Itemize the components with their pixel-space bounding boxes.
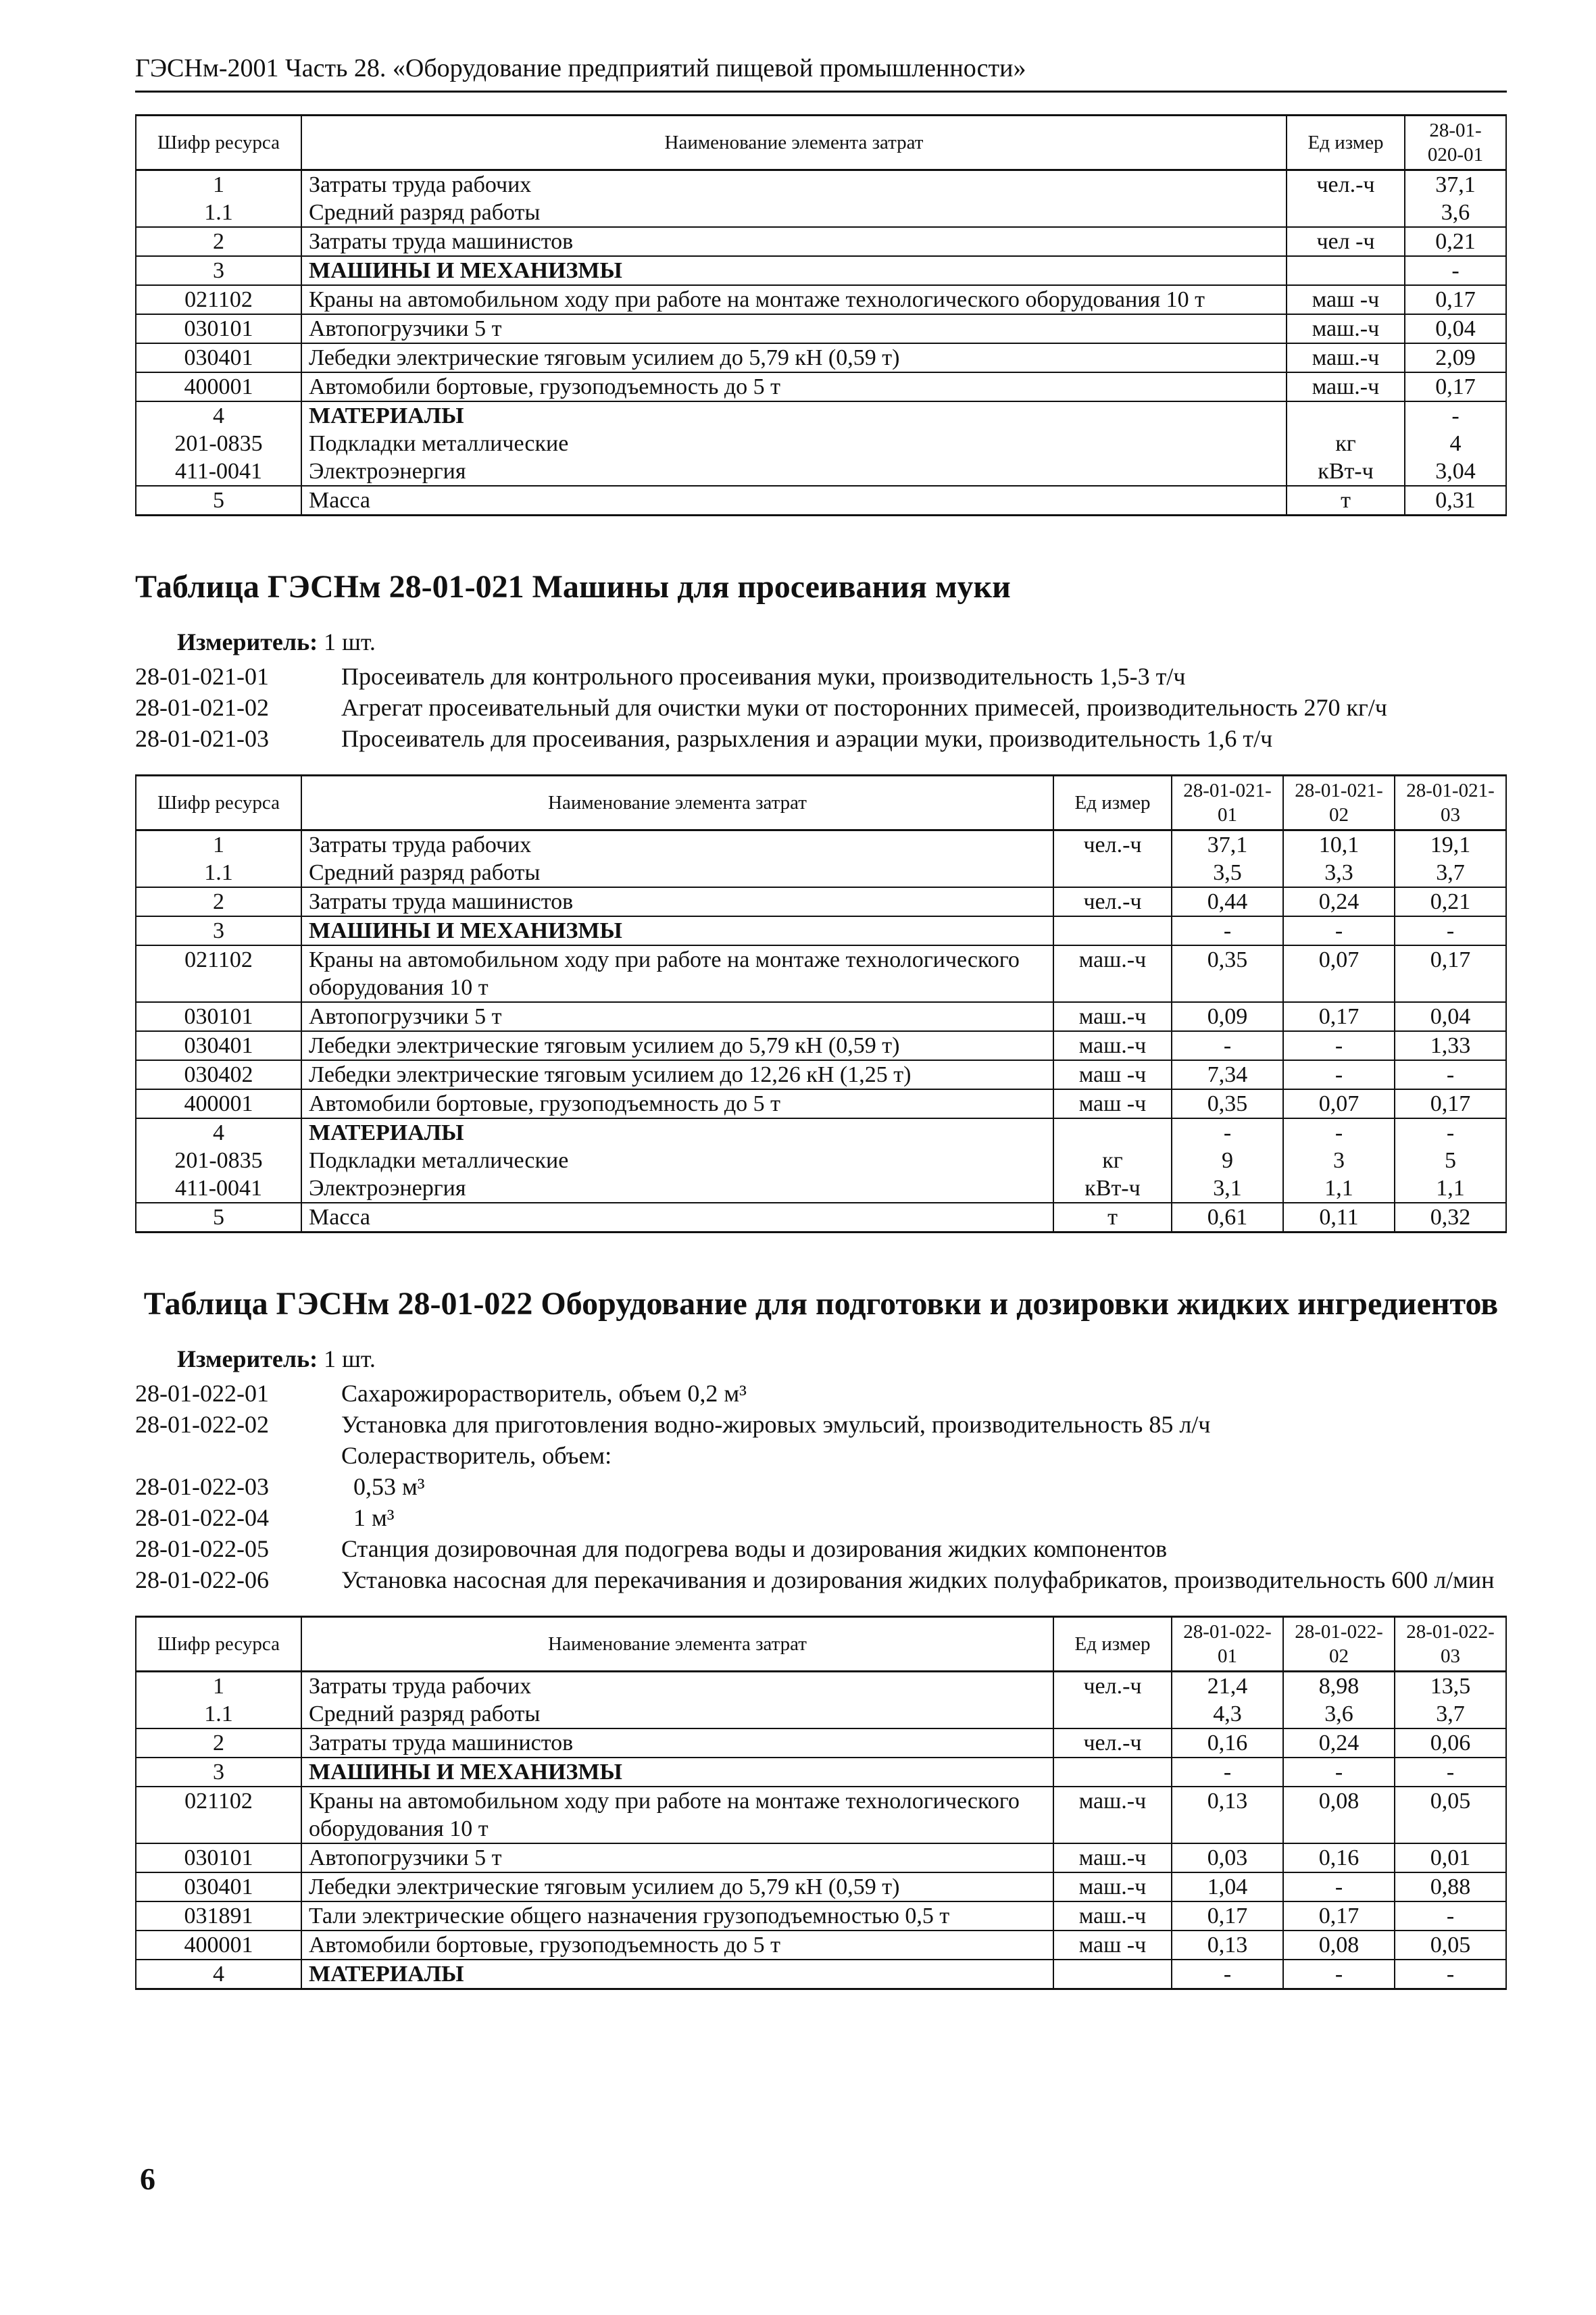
- value-cell: 5: [1395, 1147, 1506, 1174]
- value-cell: 0,16: [1283, 1843, 1395, 1872]
- resource-name: Затраты труда машинистов: [301, 887, 1053, 916]
- resource-name: Лебедки электрические тяговым усилием до 12,26 кН (1,25 т): [301, 1060, 1053, 1089]
- value-cell: 0,05: [1395, 1787, 1506, 1843]
- resource-code: 400001: [136, 1931, 301, 1960]
- value-cell: 0,16: [1172, 1728, 1283, 1758]
- table-row: [136, 486, 1506, 516]
- variant-code: 28-01-021-03: [135, 725, 269, 752]
- col-header-name: Наименование элемента затрат: [301, 116, 1287, 170]
- value-cell: 0,17: [1395, 1089, 1506, 1118]
- resource-code: 1.1: [136, 199, 301, 227]
- value-cell: 0,04: [1405, 314, 1506, 343]
- variant-code: 28-01-022-02: [135, 1411, 269, 1438]
- variant-item: [135, 692, 1507, 723]
- resource-name: Автопогрузчики 5 т: [301, 1843, 1053, 1872]
- variant-code: 28-01-022-04: [135, 1504, 269, 1531]
- resource-name: Масса: [301, 486, 1287, 516]
- resource-code: 400001: [136, 372, 301, 401]
- resource-code: 5: [136, 486, 301, 516]
- table-row: [136, 830, 1506, 860]
- table-row: [136, 430, 1506, 457]
- value-cell: 0,08: [1283, 1931, 1395, 1960]
- col-header-unit: Ед измер: [1287, 116, 1405, 170]
- unit-cell: кг: [1053, 1147, 1172, 1174]
- value-cell: 37,1: [1405, 170, 1506, 199]
- col-header-code: Шифр ресурса: [136, 776, 301, 830]
- resource-name: Средний разряд работы: [301, 199, 1287, 227]
- unit-cell: маш.-ч: [1053, 1872, 1172, 1901]
- value-cell: -: [1283, 916, 1395, 945]
- resource-name: Затраты труда рабочих: [301, 1672, 1053, 1701]
- table-row: [136, 945, 1506, 1002]
- col-header-code: Шифр ресурса: [136, 116, 301, 170]
- value-cell: 0,09: [1172, 1002, 1283, 1031]
- variant-code: 28-01-021-01: [135, 663, 269, 690]
- variant-code: 28-01-022-01: [135, 1380, 269, 1407]
- meter-value: 1 шт.: [324, 628, 376, 655]
- unit-cell: [1053, 1118, 1172, 1147]
- variant-text: Агрегат просеивательный для очистки муки от посторонних примесей, производительность 270 кг/ч: [341, 694, 1387, 721]
- unit-cell: [1053, 916, 1172, 945]
- unit-cell: т: [1287, 486, 1405, 516]
- resource-code: 021102: [136, 1787, 301, 1843]
- value-cell: -: [1283, 1060, 1395, 1089]
- value-cell: 0,07: [1283, 1089, 1395, 1118]
- table-row: [136, 887, 1506, 916]
- value-cell: 0,35: [1172, 1089, 1283, 1118]
- variant-item: [135, 1564, 1507, 1595]
- resource-name: МАТЕРИАЛЫ: [301, 401, 1287, 430]
- resource-name: Электроэнергия: [301, 457, 1287, 486]
- resource-code: 1: [136, 1672, 301, 1701]
- col-header-name: Наименование элемента затрат: [301, 1617, 1053, 1672]
- variant-code: 28-01-021-02: [135, 694, 269, 721]
- table-row: [136, 1787, 1506, 1843]
- variant-item: [135, 1533, 1507, 1564]
- table-row: [136, 916, 1506, 945]
- col-header-norm: 28-01-021-01: [1172, 776, 1283, 830]
- unit-cell: [1053, 859, 1172, 887]
- variant-code: 28-01-022-03: [135, 1473, 269, 1500]
- variant-text: Установка насосная для перекачивания и дозирования жидких полуфабрикатов, производительность 600 л/мин: [341, 1566, 1495, 1593]
- value-cell: 3: [1283, 1147, 1395, 1174]
- resource-code: 030401: [136, 1031, 301, 1060]
- value-cell: 0,88: [1395, 1872, 1506, 1901]
- resource-code: 400001: [136, 1089, 301, 1118]
- unit-cell: маш.-ч: [1053, 1787, 1172, 1843]
- resource-name: Тали электрические общего назначения грузоподъемностью 0,5 т: [301, 1901, 1053, 1931]
- value-cell: 3,3: [1283, 859, 1395, 887]
- col-header-norm: 28-01-022-03: [1395, 1617, 1506, 1672]
- table-row: [136, 1174, 1506, 1203]
- value-cell: -: [1172, 916, 1283, 945]
- meter: [177, 627, 1507, 657]
- table-row: [136, 285, 1506, 314]
- value-cell: 0,04: [1395, 1002, 1506, 1031]
- variant-list: [135, 661, 1507, 754]
- value-cell: -: [1395, 1758, 1506, 1787]
- value-cell: 3,6: [1283, 1700, 1395, 1728]
- table-row: [136, 1002, 1506, 1031]
- resource-code: 030401: [136, 1872, 301, 1901]
- value-cell: 4,3: [1172, 1700, 1283, 1728]
- unit-cell: [1287, 401, 1405, 430]
- variant-text: 0,53 м³: [353, 1473, 425, 1500]
- table-row: [136, 170, 1506, 199]
- table-row: [136, 1960, 1506, 1989]
- table-row: [136, 1931, 1506, 1960]
- unit-cell: чел.-ч: [1053, 830, 1172, 860]
- value-cell: 37,1: [1172, 830, 1283, 860]
- resource-code: 1: [136, 170, 301, 199]
- col-header-norm: 28-01-022-02: [1283, 1617, 1395, 1672]
- variant-item: [135, 661, 1507, 692]
- resource-name: Лебедки электрические тяговым усилием до 5,79 кН (0,59 т): [301, 1031, 1053, 1060]
- variant-item: [135, 1471, 1507, 1502]
- resource-code: 1.1: [136, 859, 301, 887]
- value-cell: 0,13: [1172, 1931, 1283, 1960]
- resource-name: Автопогрузчики 5 т: [301, 314, 1287, 343]
- resource-name: Автомобили бортовые, грузоподъемность до 5 т: [301, 1089, 1053, 1118]
- value-cell: 13,5: [1395, 1672, 1506, 1701]
- resource-code: 1.1: [136, 1700, 301, 1728]
- resource-name: Автомобили бортовые, грузоподъемность до 5 т: [301, 1931, 1053, 1960]
- resource-name: Лебедки электрические тяговым усилием до 5,79 кН (0,59 т): [301, 343, 1287, 372]
- meter-label: Измеритель:: [177, 1345, 318, 1372]
- unit-cell: [1287, 256, 1405, 285]
- resource-code: 031891: [136, 1901, 301, 1931]
- value-cell: -: [1395, 916, 1506, 945]
- resource-code: 201-0835: [136, 430, 301, 457]
- resource-name: МАТЕРИАЛЫ: [301, 1960, 1053, 1989]
- table-row: [136, 1031, 1506, 1060]
- value-cell: 3,7: [1395, 859, 1506, 887]
- table-row: [136, 1672, 1506, 1701]
- document-page: [135, 53, 1507, 1990]
- page-number: 6: [140, 2162, 155, 2196]
- value-cell: -: [1283, 1872, 1395, 1901]
- table-row: [136, 314, 1506, 343]
- resource-code: 3: [136, 256, 301, 285]
- table-row: [136, 199, 1506, 227]
- running-title: ГЭСНм-2001 Часть 28. «Оборудование предприятий пищевой промышленности»: [135, 53, 1507, 93]
- resource-code: 021102: [136, 285, 301, 314]
- resource-name: Масса: [301, 1203, 1053, 1233]
- value-cell: -: [1283, 1960, 1395, 1989]
- value-cell: -: [1405, 256, 1506, 285]
- table-row: [136, 401, 1506, 430]
- variant-text: Просеиватель для контрольного просеивания муки, производительность 1,5-3 т/ч: [341, 663, 1186, 690]
- table-row: [136, 1872, 1506, 1901]
- value-cell: 3,5: [1172, 859, 1283, 887]
- value-cell: -: [1283, 1031, 1395, 1060]
- col-header-unit: Ед измер: [1053, 1617, 1172, 1672]
- resource-code: 2: [136, 227, 301, 256]
- table-title-022: Таблица ГЭСНм 28-01-022 Оборудование для подготовки и дозировки жидких ингредиентов: [143, 1286, 1499, 1322]
- value-cell: -: [1172, 1758, 1283, 1787]
- unit-cell: т: [1053, 1203, 1172, 1233]
- table-row: [136, 457, 1506, 486]
- unit-cell: маш.-ч: [1287, 372, 1405, 401]
- table-row: [136, 1147, 1506, 1174]
- table-row: [136, 1089, 1506, 1118]
- resource-table-021: [135, 774, 1507, 1233]
- resource-code: 2: [136, 887, 301, 916]
- table-row: [136, 1203, 1506, 1233]
- resource-name: Автопогрузчики 5 т: [301, 1002, 1053, 1031]
- resource-code: 030401: [136, 343, 301, 372]
- value-cell: 0,05: [1395, 1931, 1506, 1960]
- table-row: [136, 1843, 1506, 1872]
- resource-name: Подкладки металлические: [301, 1147, 1053, 1174]
- value-cell: -: [1395, 1960, 1506, 1989]
- resource-name: МАШИНЫ И МЕХАНИЗМЫ: [301, 916, 1053, 945]
- resource-name: МАШИНЫ И МЕХАНИЗМЫ: [301, 1758, 1053, 1787]
- value-cell: -: [1172, 1118, 1283, 1147]
- value-cell: 0,32: [1395, 1203, 1506, 1233]
- value-cell: 0,21: [1395, 887, 1506, 916]
- variant-text: 1 м³: [353, 1504, 395, 1531]
- value-cell: -: [1395, 1060, 1506, 1089]
- unit-cell: маш.-ч: [1053, 945, 1172, 1002]
- resource-name: Затраты труда машинистов: [301, 227, 1287, 256]
- resource-code: 4: [136, 1960, 301, 1989]
- value-cell: 0,17: [1405, 372, 1506, 401]
- value-cell: 1,1: [1283, 1174, 1395, 1203]
- resource-name: Затраты труда машинистов: [301, 1728, 1053, 1758]
- col-header-norm: 28-01-021-03: [1395, 776, 1506, 830]
- resource-name: Лебедки электрические тяговым усилием до 5,79 кН (0,59 т): [301, 1872, 1053, 1901]
- variant-item: [135, 1440, 1507, 1471]
- value-cell: 2,09: [1405, 343, 1506, 372]
- resource-code: 5: [136, 1203, 301, 1233]
- value-cell: 21,4: [1172, 1672, 1283, 1701]
- table-row: [136, 1060, 1506, 1089]
- variant-text: Станция дозировочная для подогрева воды и дозирования жидких компонентов: [341, 1535, 1168, 1562]
- col-header-name: Наименование элемента затрат: [301, 776, 1053, 830]
- resource-name: Краны на автомобильном ходу при работе на монтаже технологического оборудования 10 т: [301, 945, 1053, 1002]
- value-cell: 0,03: [1172, 1843, 1283, 1872]
- resource-name: Затраты труда рабочих: [301, 830, 1053, 860]
- value-cell: 0,11: [1283, 1203, 1395, 1233]
- value-cell: 10,1: [1283, 830, 1395, 860]
- unit-cell: маш.-ч: [1287, 343, 1405, 372]
- unit-cell: маш -ч: [1053, 1060, 1172, 1089]
- resource-code: 411-0041: [136, 457, 301, 486]
- resource-code: 4: [136, 1118, 301, 1147]
- value-cell: 0,31: [1405, 486, 1506, 516]
- resource-code: 030402: [136, 1060, 301, 1089]
- value-cell: 0,17: [1283, 1901, 1395, 1931]
- table-row: [136, 343, 1506, 372]
- col-header-norm: 28-01-020-01: [1405, 116, 1506, 170]
- variant-code: [135, 1440, 341, 1471]
- meter-value: 1 шт.: [324, 1345, 376, 1372]
- table-title-021: Таблица ГЭСНм 28-01-021 Машины для просеивания муки: [135, 569, 1011, 605]
- variant-item: [135, 1409, 1507, 1440]
- value-cell: -: [1172, 1031, 1283, 1060]
- unit-cell: маш.-ч: [1053, 1843, 1172, 1872]
- value-cell: 1,33: [1395, 1031, 1506, 1060]
- value-cell: -: [1283, 1758, 1395, 1787]
- unit-cell: маш -ч: [1053, 1089, 1172, 1118]
- unit-cell: [1287, 199, 1405, 227]
- value-cell: 0,17: [1405, 285, 1506, 314]
- value-cell: 3,7: [1395, 1700, 1506, 1728]
- value-cell: 0,13: [1172, 1787, 1283, 1843]
- value-cell: 0,01: [1395, 1843, 1506, 1872]
- unit-cell: [1053, 1960, 1172, 1989]
- value-cell: 0,44: [1172, 887, 1283, 916]
- col-header-code: Шифр ресурса: [136, 1617, 301, 1672]
- unit-cell: чел.-ч: [1287, 170, 1405, 199]
- table-row: [136, 227, 1506, 256]
- variant-code: 28-01-022-05: [135, 1535, 269, 1562]
- table-row: [136, 256, 1506, 285]
- value-cell: 9: [1172, 1147, 1283, 1174]
- variant-text: Сахарожирорастворитель, объем 0,2 м³: [341, 1380, 747, 1407]
- unit-cell: маш -ч: [1053, 1931, 1172, 1960]
- value-cell: -: [1283, 1118, 1395, 1147]
- value-cell: 0,21: [1405, 227, 1506, 256]
- meter: [177, 1344, 1507, 1374]
- resource-name: Подкладки металлические: [301, 430, 1287, 457]
- resource-name: Краны на автомобильном ходу при работе на монтаже технологического оборудования 10 т: [301, 285, 1287, 314]
- value-cell: -: [1395, 1901, 1506, 1931]
- value-cell: -: [1395, 1118, 1506, 1147]
- unit-cell: чел.-ч: [1053, 1672, 1172, 1701]
- variant-list: [135, 1378, 1507, 1595]
- value-cell: 4: [1405, 430, 1506, 457]
- resource-name: МАТЕРИАЛЫ: [301, 1118, 1053, 1147]
- value-cell: -: [1172, 1960, 1283, 1989]
- resource-name: Средний разряд работы: [301, 859, 1053, 887]
- variant-item: [135, 1378, 1507, 1409]
- value-cell: 0,35: [1172, 945, 1283, 1002]
- value-cell: 19,1: [1395, 830, 1506, 860]
- unit-cell: кВт-ч: [1287, 457, 1405, 486]
- unit-cell: маш.-ч: [1053, 1031, 1172, 1060]
- variant-text: Установка для приготовления водно-жировых эмульсий, производительность 85 л/ч: [341, 1411, 1211, 1438]
- meter-label: Измеритель:: [177, 628, 318, 655]
- resource-code: 411-0041: [136, 1174, 301, 1203]
- value-cell: 1,1: [1395, 1174, 1506, 1203]
- resource-table-020: [135, 114, 1507, 516]
- table-row: [136, 372, 1506, 401]
- resource-name: Средний разряд работы: [301, 1700, 1053, 1728]
- variant-text: Просеиватель для просеивания, разрыхления и аэрации муки, производительность 1,6 т/ч: [341, 725, 1273, 752]
- resource-name: Электроэнергия: [301, 1174, 1053, 1203]
- table-row: [136, 859, 1506, 887]
- unit-cell: [1053, 1758, 1172, 1787]
- resource-code: 3: [136, 1758, 301, 1787]
- unit-cell: чел -ч: [1287, 227, 1405, 256]
- value-cell: 0,24: [1283, 887, 1395, 916]
- resource-code: 3: [136, 916, 301, 945]
- value-cell: 8,98: [1283, 1672, 1395, 1701]
- value-cell: 0,17: [1172, 1901, 1283, 1931]
- value-cell: 0,17: [1283, 1002, 1395, 1031]
- resource-code: 030101: [136, 1843, 301, 1872]
- variant-item: [135, 1502, 1507, 1533]
- resource-table-022: [135, 1616, 1507, 1990]
- resource-name: Затраты труда рабочих: [301, 170, 1287, 199]
- resource-code: 4: [136, 401, 301, 430]
- table-row: [136, 1118, 1506, 1147]
- table-body: [136, 170, 1506, 516]
- col-header-norm: 28-01-022-01: [1172, 1617, 1283, 1672]
- variant-code: 28-01-022-06: [135, 1566, 269, 1593]
- resource-code: 030101: [136, 314, 301, 343]
- value-cell: 1,04: [1172, 1872, 1283, 1901]
- resource-code: 2: [136, 1728, 301, 1758]
- resource-code: 030101: [136, 1002, 301, 1031]
- col-header-norm: 28-01-021-02: [1283, 776, 1395, 830]
- table-body: [136, 1672, 1506, 1989]
- resource-name: Краны на автомобильном ходу при работе на монтаже технологического оборудования 10 т: [301, 1787, 1053, 1843]
- value-cell: 0,24: [1283, 1728, 1395, 1758]
- unit-cell: маш.-ч: [1053, 1002, 1172, 1031]
- variant-text: Солерастворитель, объем:: [341, 1442, 612, 1469]
- value-cell: -: [1405, 401, 1506, 430]
- unit-cell: кВт-ч: [1053, 1174, 1172, 1203]
- value-cell: 7,34: [1172, 1060, 1283, 1089]
- unit-cell: [1053, 1700, 1172, 1728]
- unit-cell: маш.-ч: [1287, 314, 1405, 343]
- table-body: [136, 830, 1506, 1233]
- unit-cell: чел.-ч: [1053, 1728, 1172, 1758]
- table-row: [136, 1728, 1506, 1758]
- resource-code: 021102: [136, 945, 301, 1002]
- unit-cell: чел.-ч: [1053, 887, 1172, 916]
- resource-name: МАШИНЫ И МЕХАНИЗМЫ: [301, 256, 1287, 285]
- table-row: [136, 1700, 1506, 1728]
- variant-item: [135, 723, 1507, 754]
- value-cell: 0,07: [1283, 945, 1395, 1002]
- value-cell: 0,06: [1395, 1728, 1506, 1758]
- value-cell: 3,1: [1172, 1174, 1283, 1203]
- unit-cell: кг: [1287, 430, 1405, 457]
- table-row: [136, 1901, 1506, 1931]
- value-cell: 0,17: [1395, 945, 1506, 1002]
- value-cell: 3,04: [1405, 457, 1506, 486]
- table-row: [136, 1758, 1506, 1787]
- value-cell: 0,08: [1283, 1787, 1395, 1843]
- col-header-unit: Ед измер: [1053, 776, 1172, 830]
- value-cell: 0,61: [1172, 1203, 1283, 1233]
- unit-cell: маш -ч: [1287, 285, 1405, 314]
- value-cell: 3,6: [1405, 199, 1506, 227]
- resource-name: Автомобили бортовые, грузоподъемность до 5 т: [301, 372, 1287, 401]
- resource-code: 201-0835: [136, 1147, 301, 1174]
- resource-code: 1: [136, 830, 301, 860]
- unit-cell: маш.-ч: [1053, 1901, 1172, 1931]
